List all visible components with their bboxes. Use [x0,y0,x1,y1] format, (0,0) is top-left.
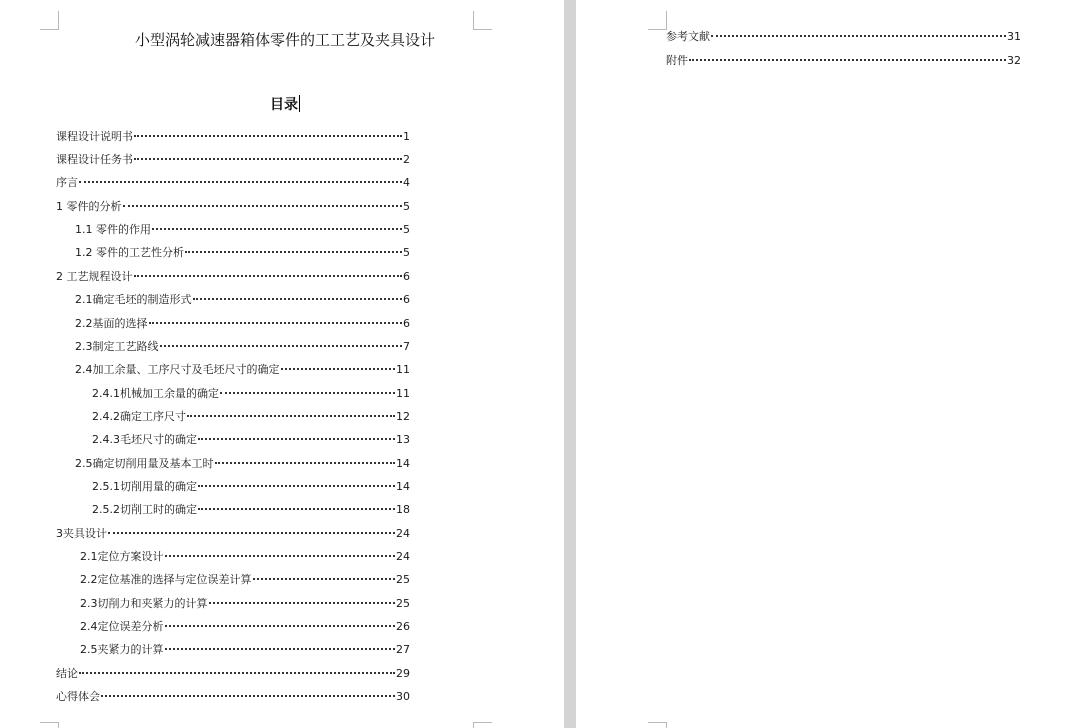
toc-entry[interactable] [75,292,410,308]
toc-entry-page: 12 [396,410,410,423]
toc-entry-page: 11 [396,363,410,376]
toc-leader [215,462,396,464]
toc-entry[interactable] [80,596,410,612]
toc-entry-page: 24 [396,527,410,540]
toc-entry[interactable] [56,199,410,215]
toc-entry-label: 2.5夹紧力的计算 [80,643,164,656]
toc-entry-label: 心得体会 [56,690,100,703]
toc-entry[interactable] [56,666,410,682]
margin-mark-top-left [648,11,667,30]
toc-entry-label: 2.2定位基准的选择与定位误差计算 [80,573,252,586]
toc-entry[interactable] [56,689,410,705]
toc-leader [152,228,402,230]
toc-leader [193,298,403,300]
toc-entry[interactable] [56,129,410,145]
toc-entry-page: 24 [396,550,410,563]
toc-entry[interactable] [666,53,1021,69]
toc-leader [160,345,403,347]
toc-entry-page: 14 [396,457,410,470]
toc-leader [220,392,395,394]
toc-entry[interactable] [666,29,1021,45]
toc-leader [134,158,402,160]
toc-entry-page: 5 [403,246,410,259]
toc-entry-page: 13 [396,433,410,446]
toc-entry-label: 2.1确定毛坯的制造形式 [75,293,192,306]
page-gutter [564,0,576,728]
toc-leader [123,205,403,207]
toc-entry-page: 11 [396,387,410,400]
toc-leader [149,322,403,324]
toc-leader [198,438,395,440]
toc-entry-page: 5 [403,200,410,213]
toc-leader [79,672,395,674]
toc-entry-page: 7 [403,340,410,353]
toc-entry-page: 31 [1007,30,1021,43]
toc-entry-page: 25 [396,597,410,610]
toc-entry-page: 27 [396,643,410,656]
toc-entry-label: 序言 [56,176,78,189]
toc-leader [165,648,396,650]
document-title: 小型涡轮减速器箱体零件的工工艺及夹具设计 [134,31,435,49]
toc-entry[interactable] [56,152,410,168]
toc-entry[interactable] [92,432,410,448]
toc-entry-page: 1 [403,130,410,143]
toc-heading [40,94,530,114]
toc-entry-label: 2.4定位误差分析 [80,620,164,633]
toc-entry-page: 6 [403,270,410,283]
toc-entry-page: 32 [1007,54,1021,67]
toc-entry[interactable] [92,502,410,518]
toc-entry[interactable] [80,642,410,658]
text-cursor [299,95,300,112]
toc-leader [79,181,402,183]
margin-mark-top-right [473,11,492,30]
toc-leader [101,695,395,697]
toc-entry-label: 结论 [56,667,78,680]
toc-leader [281,368,396,370]
toc-entry[interactable] [80,572,410,588]
toc-entry[interactable] [75,316,410,332]
toc-entry-page: 14 [396,480,410,493]
toc-entry[interactable] [56,175,410,191]
toc-entry-label: 1.2 零件的工艺性分析 [75,246,184,259]
toc-entry-page: 18 [396,503,410,516]
toc-entry-page: 4 [403,176,410,189]
toc-entry-label: 2.5确定切削用量及基本工时 [75,457,214,470]
toc-entry[interactable] [92,479,410,495]
toc-entry[interactable] [75,362,410,378]
toc-leader [134,275,403,277]
margin-mark-top-left [40,11,59,30]
toc-entry-page: 26 [396,620,410,633]
toc-entry-label: 2.3切削力和夹紧力的计算 [80,597,208,610]
toc-leader [165,555,396,557]
toc-entry-label: 2.1定位方案设计 [80,550,164,563]
toc-entry-label: 2.4加工余量、工序尺寸及毛坯尺寸的确定 [75,363,280,376]
toc-entry-label: 2.4.3毛坯尺寸的确定 [92,433,197,446]
toc-entry-label: 3夹具设计 [56,527,107,540]
toc-entry-label: 1 零件的分析 [56,200,122,213]
toc-entry-page: 2 [403,153,410,166]
toc-entry-page: 25 [396,573,410,586]
toc-leader [198,485,395,487]
toc-entry-label: 2.2基面的选择 [75,317,148,330]
toc-leader [253,578,396,580]
toc-entry[interactable] [92,409,410,425]
toc-entry[interactable] [56,526,410,542]
toc-entry-label: 参考文献 [666,30,710,43]
toc-entry-page: 30 [396,690,410,703]
toc-entry-label: 2.5.1切削用量的确定 [92,480,197,493]
toc-entry-page: 6 [403,317,410,330]
toc-leader [689,59,1006,61]
toc-entry-page: 5 [403,223,410,236]
toc-entry[interactable] [75,456,410,472]
toc-entry[interactable] [75,245,410,261]
margin-mark-bottom-right [473,722,492,728]
toc-leader [185,251,402,253]
toc-entry[interactable] [92,386,410,402]
toc-leader [134,135,402,137]
toc-entry[interactable] [80,549,410,565]
toc-entry[interactable] [56,269,410,285]
toc-entry-page: 6 [403,293,410,306]
toc-heading-text: 目录 [270,97,298,113]
toc-entry-label: 2.4.2确定工序尺寸 [92,410,186,423]
margin-mark-bottom-left [40,722,59,728]
toc-entry-label: 附件 [666,54,688,67]
toc-leader [198,508,395,510]
margin-mark-bottom-left [648,722,667,728]
toc-entry-label: 2.4.1机械加工余量的确定 [92,387,219,400]
toc-entry-label: 1.1 零件的作用 [75,223,151,236]
toc-entry-page: 29 [396,667,410,680]
toc-leader [711,35,1006,37]
toc-leader [165,625,396,627]
toc-leader [108,532,395,534]
toc-entry[interactable] [75,222,410,238]
toc-leader [209,602,396,604]
toc-entry[interactable] [80,619,410,635]
toc-entry-label: 2 工艺规程设计 [56,270,133,283]
toc-entry-label: 课程设计任务书 [56,153,133,166]
toc-entry-label: 2.3制定工艺路线 [75,340,159,353]
page-2[interactable] [576,0,1066,728]
toc-entry[interactable] [75,339,410,355]
toc-entry-label: 课程设计说明书 [56,130,133,143]
toc-leader [187,415,395,417]
toc-entry-label: 2.5.2切削工时的确定 [92,503,197,516]
